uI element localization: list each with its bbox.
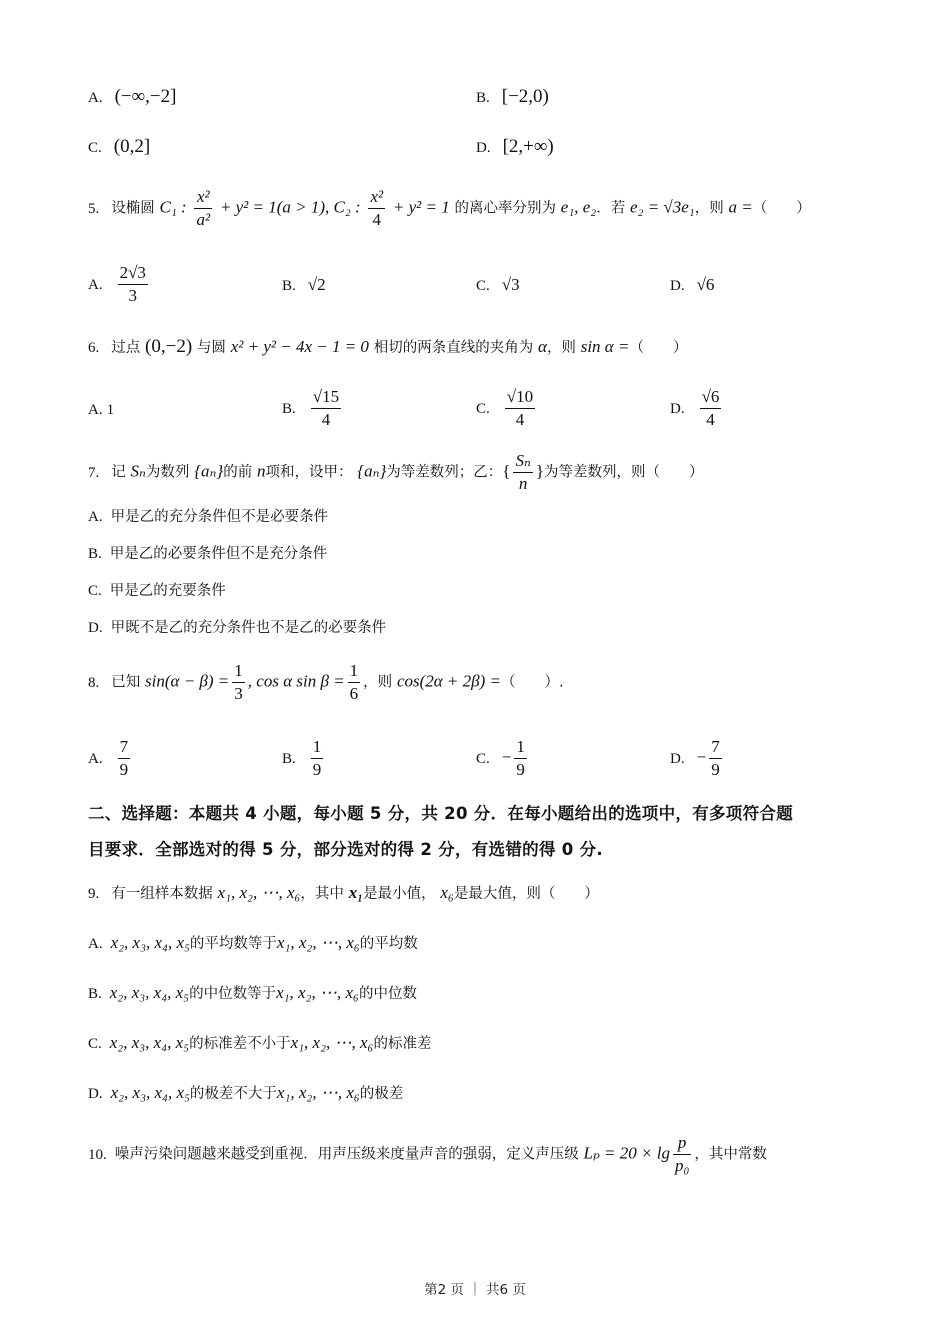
- math: {aₙ}: [357, 461, 387, 481]
- option-value: [2,+∞): [502, 136, 554, 157]
- option-label: C.: [476, 278, 490, 294]
- option-label: B.: [88, 986, 102, 1002]
- option-text: 的标准差: [373, 1036, 432, 1052]
- q5-option-b[interactable]: [282, 274, 326, 297]
- q9-option-d[interactable]: [88, 1082, 403, 1105]
- q7-option-c[interactable]: [88, 579, 226, 602]
- fraction: $\frac{1}{9}$: [516, 737, 525, 779]
- answer-paren: （ ）.: [501, 674, 564, 691]
- stem-text: 的前: [223, 464, 253, 481]
- q8-option-d[interactable]: [670, 736, 725, 781]
- fraction: $\frac{\text{Sₙ}}{n}$: [515, 451, 531, 493]
- question-number: 7.: [88, 464, 100, 481]
- question-number: 8.: [88, 674, 100, 691]
- option-text: 甲是乙的充分条件但不是必要条件: [110, 509, 329, 525]
- q7-option-a[interactable]: [88, 505, 328, 528]
- option-label: D.: [670, 278, 685, 294]
- math: α: [538, 337, 547, 356]
- option-value: [−2,0): [501, 86, 549, 107]
- option-label: D.: [88, 1086, 103, 1102]
- option-text: 的中位数: [358, 986, 417, 1002]
- option-label: A.: [88, 90, 103, 106]
- fraction: $\frac{p}{\text{p₀}}$: [674, 1133, 690, 1175]
- option-text: 的极差不大于: [189, 1086, 277, 1102]
- stem-text: 设椭圆: [111, 200, 155, 217]
- stem-text: 噪声污染问题越来越受到重视．用声压级来度量声音的强弱，定义声压级: [114, 1146, 579, 1163]
- option-text: 的标准差不小于: [189, 1036, 291, 1052]
- stem-text: ．若: [596, 200, 626, 217]
- option-label: C.: [88, 1036, 102, 1052]
- stem-text: 为等差数列，则（ ）: [544, 464, 704, 481]
- option-label: D.: [476, 140, 491, 156]
- math: {aₙ}: [194, 461, 224, 481]
- stem-text: 的离心率分别为: [454, 200, 557, 217]
- q7-option-b[interactable]: [88, 542, 327, 565]
- q9-option-b[interactable]: [88, 982, 417, 1005]
- option-text: 甲既不是乙的充分条件也不是乙的必要条件: [110, 620, 387, 636]
- stem-text: 是最大值，则（ ）: [453, 886, 599, 902]
- section-heading: [88, 796, 868, 868]
- math: a =: [728, 197, 753, 217]
- q9-option-c[interactable]: [88, 1032, 431, 1055]
- fraction: $\frac{√15}{4}$: [312, 387, 340, 429]
- stem-text: ，则: [546, 340, 576, 356]
- option-value: √6: [696, 275, 715, 294]
- option-label: C.: [476, 400, 490, 417]
- option-label: A.: [88, 276, 103, 293]
- math: }: [535, 461, 544, 481]
- q9-option-a[interactable]: [88, 932, 418, 955]
- option-label: A.: [88, 936, 103, 952]
- stem-text: 相切的两条直线的夹角为: [373, 340, 534, 356]
- q5-option-d[interactable]: [670, 274, 714, 297]
- stem-text: 已知: [111, 674, 141, 691]
- question-number: 10.: [88, 1146, 107, 1163]
- option-label: B.: [476, 90, 490, 106]
- option-label: B.: [88, 546, 102, 562]
- fraction: $\frac{1}{3}$: [234, 661, 243, 703]
- option-label: B.: [282, 750, 296, 767]
- q7-stem: [88, 450, 704, 495]
- section-heading-line: 二、选择题：本题共 4 小题，每小题 5 分，共 20 分．在每小题给出的选项中，有多项符合题: [88, 804, 793, 823]
- math: (0,−2): [145, 336, 193, 357]
- q8-option-b[interactable]: [282, 736, 326, 781]
- option-label: D.: [88, 620, 103, 636]
- section-heading-line: 目要求．全部选对的得 5 分，部分选对的得 2 分，有选错的得 0 分.: [88, 840, 603, 859]
- math: x² + y² − 4x − 1 = 0: [230, 337, 369, 356]
- answer-paren: （ ）: [629, 340, 688, 356]
- option-label: D.: [670, 400, 685, 417]
- stem-text: 记: [111, 464, 126, 481]
- math: x₁, x₂, ⋯, x₆: [217, 883, 301, 902]
- stem-text: ，则: [694, 200, 724, 217]
- option-label: D.: [670, 750, 685, 767]
- option-text: 的极差: [359, 1086, 404, 1102]
- math: x₆: [440, 883, 454, 902]
- q4-option-a[interactable]: [88, 86, 176, 109]
- q10-stem: [88, 1132, 767, 1177]
- q7-option-d[interactable]: [88, 616, 386, 639]
- math: x₁: [348, 883, 364, 902]
- math: + y² = 1(a > 1), C₂ :: [219, 197, 361, 217]
- question-number: 6.: [88, 340, 100, 356]
- fraction: $\frac{\text{x²}}{\text{a²}}$: [196, 187, 211, 229]
- sign: −: [696, 747, 707, 767]
- option-label: A.: [88, 402, 103, 418]
- q6-stem: [88, 336, 687, 359]
- option-label: B.: [282, 400, 296, 417]
- math: e₂ = √3e₁: [630, 197, 695, 217]
- math: e₁, e₂: [560, 197, 597, 217]
- math: C₁ :: [159, 197, 187, 217]
- math: Sₙ: [130, 461, 146, 481]
- option-text: 的平均数等于: [189, 936, 277, 952]
- option-text: 的中位数等于: [189, 986, 277, 1002]
- math: x₂, x₃, x₄, x₅: [110, 933, 190, 952]
- math: cos(2α + 2β) =: [396, 671, 502, 691]
- option-label: A.: [88, 750, 103, 767]
- q9-stem: [88, 882, 599, 905]
- option-label: A.: [88, 509, 103, 525]
- fraction: $\frac{√6}{4}$: [701, 387, 720, 429]
- stem-text: ，其中: [300, 886, 344, 902]
- option-value: 1: [106, 402, 115, 418]
- option-label: B.: [282, 278, 296, 294]
- q6-option-b[interactable]: [282, 386, 344, 431]
- q6-option-d[interactable]: [670, 386, 724, 431]
- math: x₁, x₂, ⋯, x₆: [276, 983, 359, 1002]
- option-value: (0,2]: [113, 136, 151, 157]
- stem-text: 与圆: [196, 340, 226, 356]
- stem-text: 是最小值，: [363, 886, 436, 902]
- option-label: C.: [88, 583, 102, 599]
- math: , cos α sin β =: [247, 671, 345, 691]
- q8-option-a[interactable]: [88, 736, 133, 781]
- fraction: $\frac{\text{x²}}{4}$: [370, 187, 384, 229]
- stem-text: ，则: [363, 674, 393, 691]
- q4-option-c[interactable]: [88, 136, 150, 159]
- q4-option-b[interactable]: [476, 86, 549, 109]
- sign: −: [501, 747, 512, 767]
- question-number: 5.: [88, 200, 100, 217]
- math: sin α =: [580, 337, 630, 356]
- stem-text: ，其中常数: [694, 1146, 767, 1163]
- math: x₂, x₃, x₄, x₅: [109, 983, 190, 1002]
- q8-stem: [88, 660, 564, 705]
- math: Lₚ = 20 × lg: [583, 1143, 670, 1163]
- math: x₂, x₃, x₄, x₅: [109, 1033, 190, 1052]
- fraction: $\frac{√10}{4}$: [506, 387, 534, 429]
- question-number: 9.: [88, 886, 100, 902]
- answer-paren: （ ）: [752, 200, 811, 217]
- option-value: (−∞,−2]: [114, 86, 177, 107]
- option-text: 的平均数: [359, 936, 418, 952]
- math: n: [256, 461, 266, 481]
- stem-text: 项和，设甲：: [265, 464, 353, 481]
- option-text: 甲是乙的必要条件但不是充分条件: [109, 546, 328, 562]
- stem-text: 过点: [111, 340, 141, 356]
- option-value: √3: [501, 275, 520, 294]
- q6-option-a[interactable]: [88, 398, 114, 421]
- option-value: √2: [307, 275, 326, 294]
- page-footer: 第2 页 ｜ 共6 页: [424, 1282, 526, 1298]
- fraction: $\frac{1}{9}$: [312, 737, 322, 779]
- stem-text: 为等差数列；乙：: [386, 464, 503, 481]
- math: + y² = 1: [392, 197, 450, 217]
- q5-option-a[interactable]: [88, 262, 151, 307]
- stem-text: 为数列: [145, 464, 190, 481]
- q8-option-c[interactable]: [476, 736, 530, 781]
- math: sin(α − β) =: [145, 671, 230, 691]
- math: x₁, x₂, ⋯, x₆: [276, 933, 360, 952]
- math: x₂, x₃, x₄, x₅: [110, 1083, 190, 1102]
- math: {: [502, 461, 511, 481]
- math: x₁, x₂, ⋯, x₆: [290, 1033, 374, 1052]
- option-text: 甲是乙的充要条件: [109, 583, 226, 599]
- q4-option-d[interactable]: [476, 136, 554, 159]
- fraction: $\frac{1}{6}$: [349, 661, 359, 703]
- fraction: $\frac{2√3}{3}$: [119, 263, 146, 305]
- option-label: C.: [88, 140, 102, 156]
- fraction: $\frac{7}{9}$: [119, 737, 129, 779]
- stem-text: 有一组样本数据: [111, 886, 213, 902]
- fraction: $\frac{7}{9}$: [711, 737, 720, 779]
- q6-option-c[interactable]: [476, 386, 538, 431]
- option-label: C.: [476, 750, 490, 767]
- math: x₁, x₂, ⋯, x₆: [276, 1083, 360, 1102]
- q5-option-c[interactable]: [476, 274, 520, 297]
- q5-stem: [88, 186, 811, 231]
